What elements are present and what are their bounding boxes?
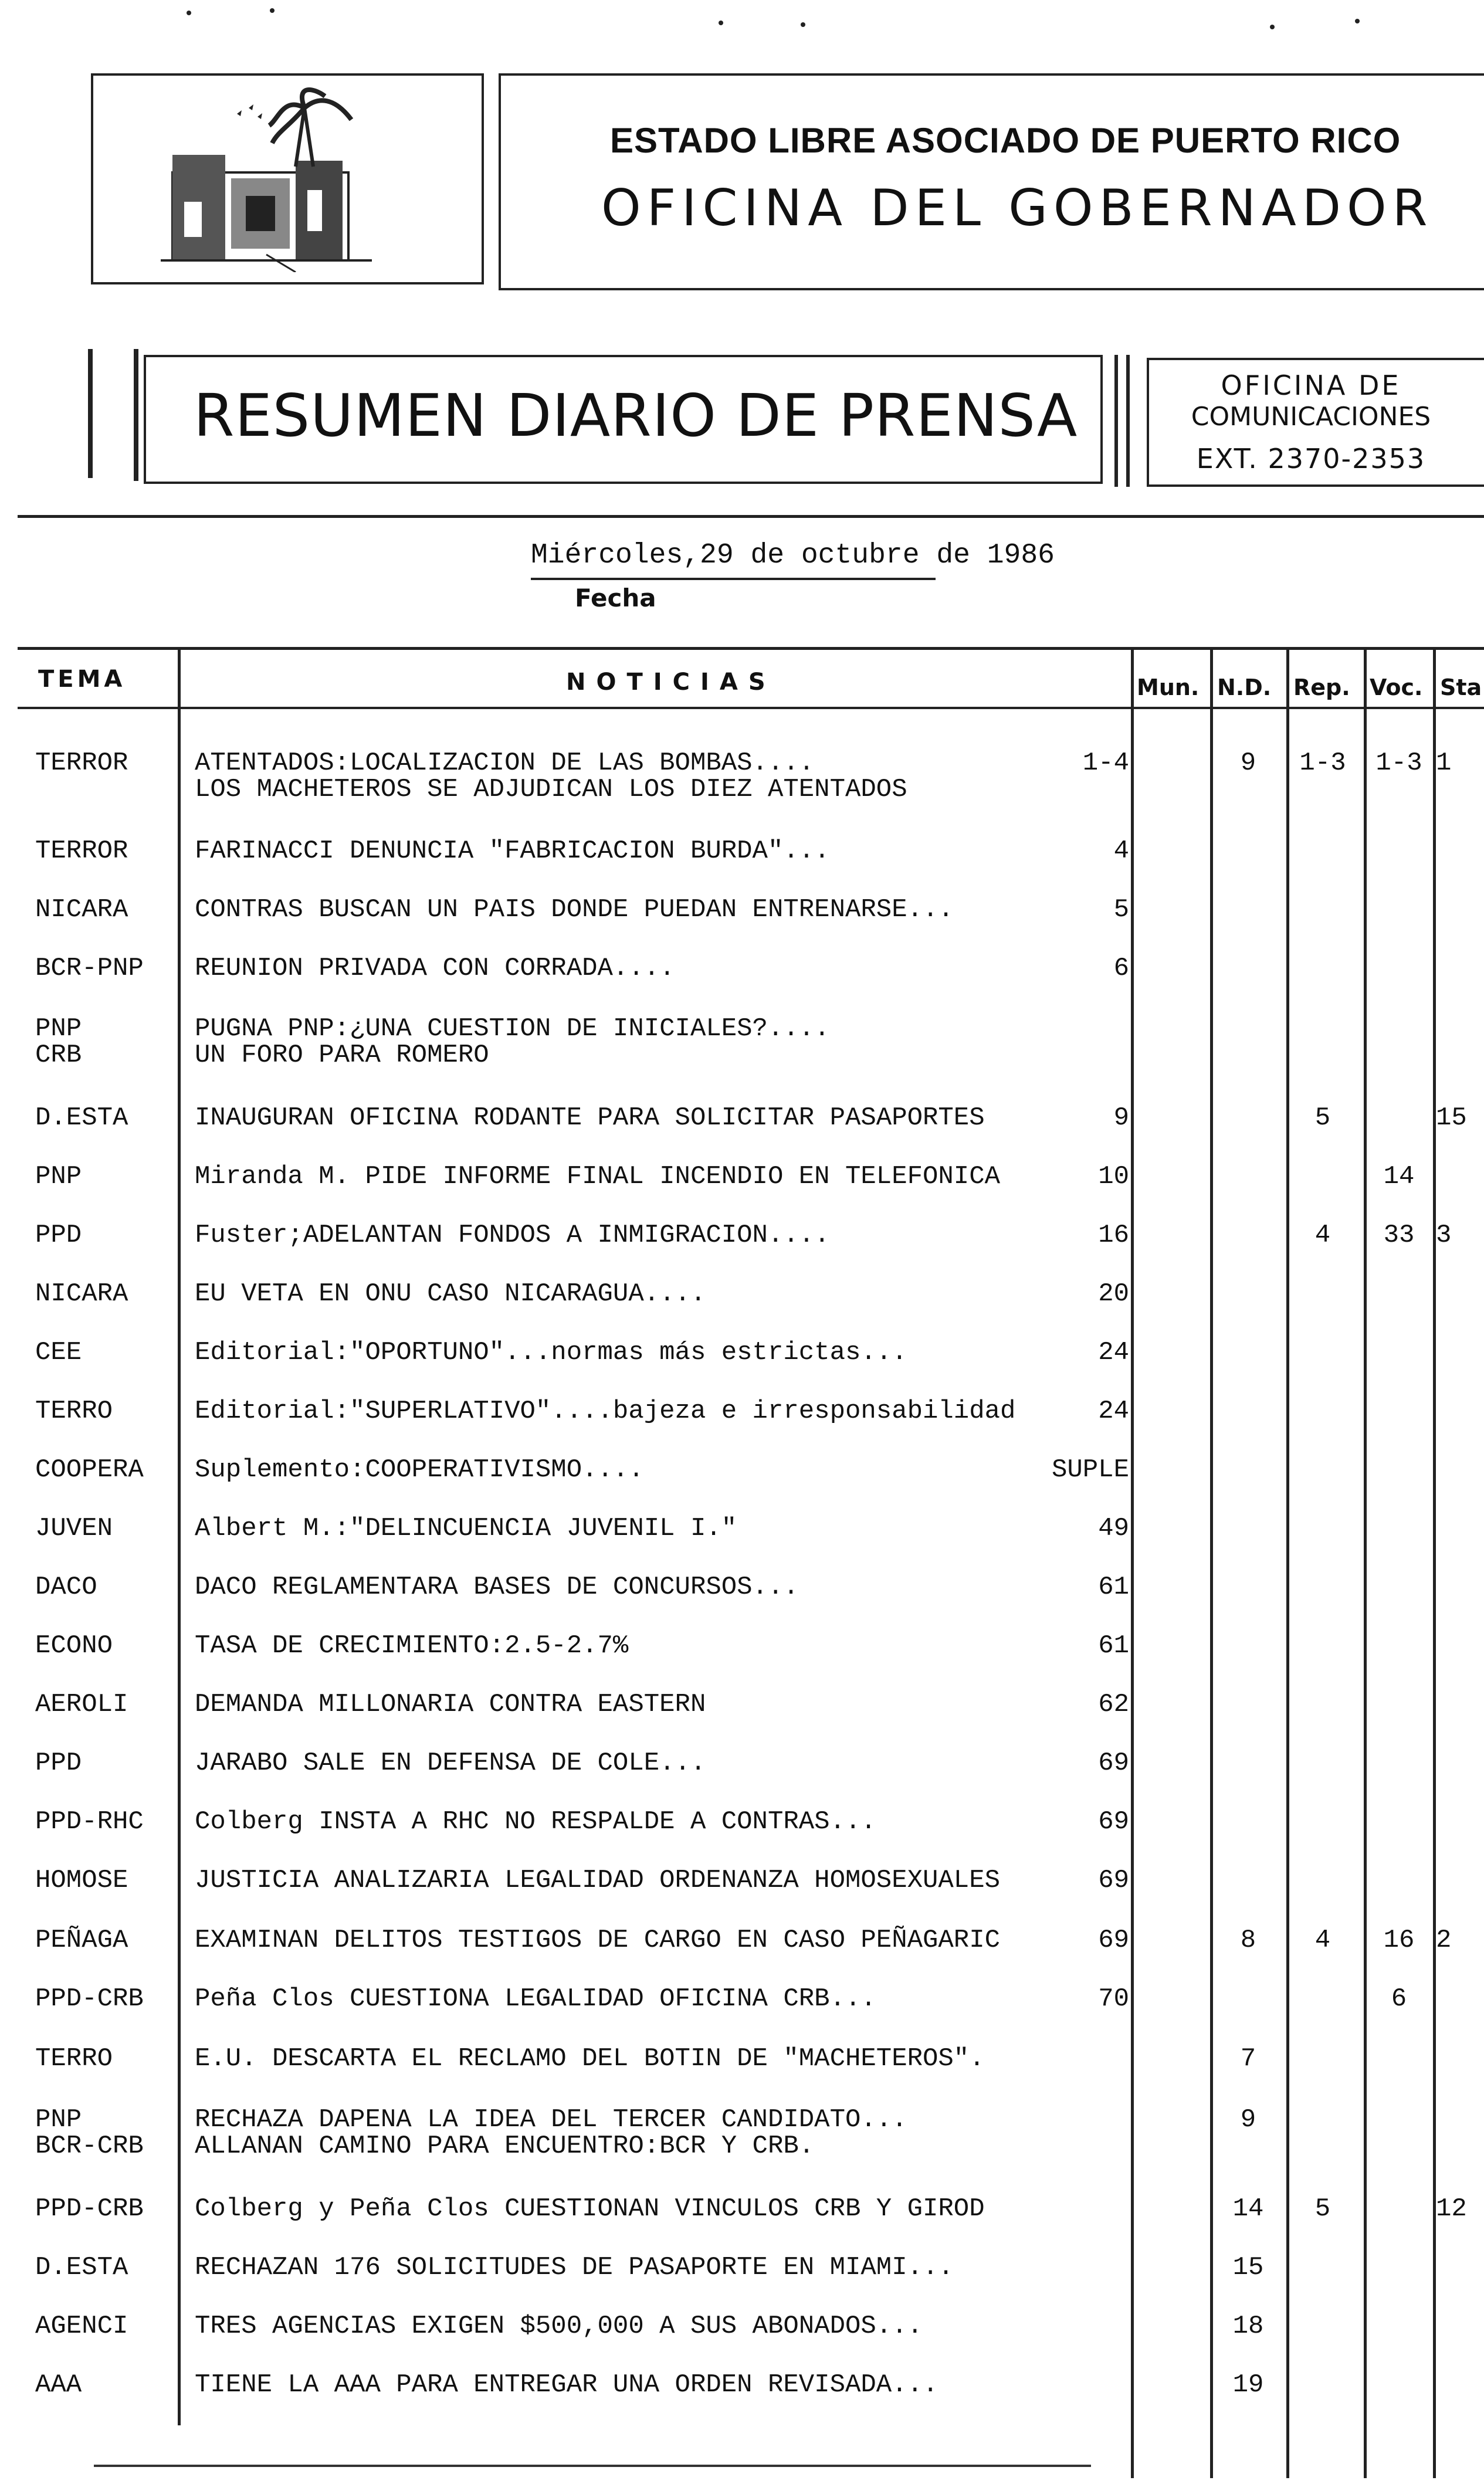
- column-divider: [1364, 648, 1367, 2478]
- row-sta: 1: [1436, 748, 1452, 778]
- row-tema-secondary: CRB: [35, 1041, 82, 1070]
- date-label: Fecha: [575, 584, 656, 612]
- row-noticia: E.U. DESCARTA EL RECLAMO DEL BOTIN DE "MACHETEROS".: [195, 2044, 985, 2073]
- row-sta: 2: [1436, 1926, 1452, 1955]
- row-noticia: CONTRAS BUSCAN UN PAIS DONDE PUEDAN ENTRENARSE...: [195, 895, 954, 924]
- row-noticia: TASA DE CRECIMIENTO:2.5-2.7%: [195, 1631, 629, 1660]
- row-tema: TERROR: [35, 748, 128, 778]
- date-underline: [531, 578, 936, 580]
- row-tema: AGENCI: [35, 2312, 128, 2341]
- row-noticia: FARINACCI DENUNCIA "FABRICACION BURDA"...: [195, 836, 830, 866]
- row-tema: PPD-CRB: [35, 1984, 144, 2014]
- page-title: RESUMEN DIARIO DE PRENSA: [194, 381, 1078, 450]
- row-voc: 33: [1383, 1221, 1415, 1250]
- row-rep: 5: [1314, 1103, 1331, 1133]
- row-tema: PEÑAGA: [35, 1926, 128, 1955]
- row-nd: 9: [1240, 748, 1256, 778]
- row-mun: 61: [1098, 1573, 1129, 1602]
- row-noticia: TRES AGENCIAS EXIGEN $500,000 A SUS ABONADOS...: [195, 2312, 923, 2341]
- row-mun: 62: [1098, 1690, 1129, 1719]
- row-tema: PNP: [35, 2105, 82, 2134]
- row-nd: 14: [1232, 2194, 1264, 2224]
- row-voc: 16: [1383, 1926, 1415, 1955]
- row-mun: SUPLE: [1051, 1455, 1129, 1485]
- row-rep: 4: [1314, 1221, 1331, 1250]
- row-tema: DACO: [35, 1573, 97, 1602]
- row-nd: 9: [1240, 2105, 1256, 2134]
- row-nd: 7: [1240, 2044, 1256, 2073]
- office-line1: OFICINA DE: [1221, 370, 1401, 401]
- header-sta: Sta: [1440, 675, 1482, 700]
- row-noticia: JARABO SALE EN DEFENSA DE COLE...: [195, 1748, 706, 1778]
- decorative-bar: [88, 349, 93, 478]
- decorative-bar: [134, 349, 138, 481]
- row-mun: 1-4: [1082, 748, 1129, 778]
- row-noticia-secondary: LOS MACHETEROS SE ADJUDICAN LOS DIEZ ATENTADOS: [195, 775, 907, 804]
- agency-name: ESTADO LIBRE ASOCIADO DE PUERTO RICO: [610, 121, 1401, 160]
- mansion-logo-icon: [149, 84, 384, 272]
- row-noticia-secondary: UN FORO PARA ROMERO: [195, 1041, 489, 1070]
- row-noticia: TIENE LA AAA PARA ENTREGAR UNA ORDEN REVISADA...: [195, 2370, 938, 2400]
- row-mun: 9: [1113, 1103, 1129, 1133]
- header-rep: Rep.: [1293, 675, 1350, 700]
- row-voc: 1-3: [1375, 748, 1422, 778]
- row-tema: PPD-CRB: [35, 2194, 144, 2224]
- row-rep: 5: [1314, 2194, 1331, 2224]
- row-tema: PNP: [35, 1014, 82, 1043]
- row-tema: AAA: [35, 2370, 82, 2400]
- row-tema: BCR-PNP: [35, 954, 144, 983]
- row-mun: 61: [1098, 1631, 1129, 1660]
- row-tema: CEE: [35, 1338, 82, 1367]
- row-noticia: Editorial:"OPORTUNO"...normas más estrictas...: [195, 1338, 907, 1367]
- row-mun: 69: [1098, 1748, 1129, 1778]
- header-voc: Voc.: [1370, 675, 1423, 700]
- row-noticia: EU VETA EN ONU CASO NICARAGUA....: [195, 1279, 706, 1309]
- row-rep: 1-3: [1299, 748, 1346, 778]
- row-noticia: ATENTADOS:LOCALIZACION DE LAS BOMBAS....: [195, 748, 815, 778]
- row-noticia: JUSTICIA ANALIZARIA LEGALIDAD ORDENANZA HOMOSEXUALES: [195, 1866, 1001, 1895]
- row-tema: JUVEN: [35, 1514, 113, 1543]
- row-nd: 18: [1232, 2312, 1264, 2341]
- row-noticia: Albert M.:"DELINCUENCIA JUVENIL I.": [195, 1514, 737, 1543]
- header-tema: TEMA: [38, 666, 126, 693]
- row-noticia: Fuster;ADELANTAN FONDOS A INMIGRACION....: [195, 1221, 830, 1250]
- row-nd: 19: [1232, 2370, 1264, 2400]
- row-noticia: Suplemento:COOPERATIVISMO....: [195, 1455, 644, 1485]
- row-rep: 4: [1314, 1926, 1331, 1955]
- row-noticia: DEMANDA MILLONARIA CONTRA EASTERN: [195, 1690, 706, 1719]
- row-tema: TERRO: [35, 2044, 113, 2073]
- decorative-bar: [1114, 355, 1118, 487]
- row-mun: 69: [1098, 1807, 1129, 1836]
- row-noticia: PUGNA PNP:¿UNA CUESTION DE INICIALES?....: [195, 1014, 830, 1043]
- office-line2: COMUNICACIONES: [1191, 402, 1431, 432]
- row-nd: 8: [1240, 1926, 1256, 1955]
- row-noticia: Editorial:"SUPERLATIVO"....bajeza e irresponsabilidad: [195, 1397, 1016, 1426]
- row-tema: PPD: [35, 1748, 82, 1778]
- table-bottom-rule: [94, 2465, 1091, 2467]
- row-mun: 5: [1113, 895, 1129, 924]
- header-divider: [18, 515, 1484, 518]
- row-noticia: REUNION PRIVADA CON CORRADA....: [195, 954, 675, 983]
- row-mun: 6: [1113, 954, 1129, 983]
- column-divider: [178, 648, 181, 2425]
- date-value: Miércoles,29 de octubre de 1986: [531, 540, 1055, 571]
- row-tema: D.ESTA: [35, 2253, 128, 2282]
- row-tema: HOMOSE: [35, 1866, 128, 1895]
- row-mun: 69: [1098, 1866, 1129, 1895]
- row-sta: 3: [1436, 1221, 1452, 1250]
- row-tema: NICARA: [35, 1279, 128, 1309]
- table-header-rule: [18, 707, 1484, 709]
- row-sta: 12: [1436, 2194, 1467, 2224]
- row-tema: PPD: [35, 1221, 82, 1250]
- header-noticias: NOTICIAS: [566, 669, 776, 696]
- row-tema: PNP: [35, 1162, 82, 1191]
- row-sta: 15: [1436, 1103, 1467, 1133]
- row-tema: TERROR: [35, 836, 128, 866]
- row-voc: 6: [1391, 1984, 1407, 2014]
- row-noticia-secondary: ALLANAN CAMINO PARA ENCUENTRO:BCR Y CRB.: [195, 2131, 815, 2161]
- row-noticia: INAUGURAN OFICINA RODANTE PARA SOLICITAR PASAPORTES: [195, 1103, 985, 1133]
- row-tema: ECONO: [35, 1631, 113, 1660]
- row-mun: 24: [1098, 1397, 1129, 1426]
- row-mun: 20: [1098, 1279, 1129, 1309]
- row-mun: 4: [1113, 836, 1129, 866]
- row-tema: D.ESTA: [35, 1103, 128, 1133]
- row-mun: 49: [1098, 1514, 1129, 1543]
- row-voc: 14: [1383, 1162, 1415, 1191]
- header-nd: N.D.: [1217, 675, 1272, 700]
- row-mun: 16: [1098, 1221, 1129, 1250]
- row-tema: TERRO: [35, 1397, 113, 1426]
- row-mun: 69: [1098, 1926, 1129, 1955]
- row-tema: AEROLI: [35, 1690, 128, 1719]
- office-name: OFICINA DEL GOBERNADOR: [601, 179, 1434, 238]
- row-nd: 15: [1232, 2253, 1264, 2282]
- row-mun: 70: [1098, 1984, 1129, 2014]
- logo-frame: [91, 73, 484, 284]
- office-extension: EXT. 2370-2353: [1196, 443, 1426, 475]
- row-mun: 10: [1098, 1162, 1129, 1191]
- table-top-rule: [18, 647, 1484, 650]
- row-noticia: EXAMINAN DELITOS TESTIGOS DE CARGO EN CASO PEÑAGARIC: [195, 1926, 1001, 1955]
- row-noticia: Colberg y Peña Clos CUESTIONAN VINCULOS CRB Y GIROD: [195, 2194, 985, 2224]
- row-noticia: RECHAZAN 176 SOLICITUDES DE PASAPORTE EN MIAMI...: [195, 2253, 954, 2282]
- row-noticia: DACO REGLAMENTARA BASES DE CONCURSOS...: [195, 1573, 799, 1602]
- row-noticia: Colberg INSTA A RHC NO RESPALDE A CONTRAS...: [195, 1807, 876, 1836]
- header-mun: Mun.: [1137, 675, 1200, 700]
- row-tema-secondary: BCR-CRB: [35, 2131, 144, 2161]
- row-noticia: Peña Clos CUESTIONA LEGALIDAD OFICINA CRB...: [195, 1984, 876, 2014]
- column-divider: [1131, 648, 1134, 2478]
- row-mun: 24: [1098, 1338, 1129, 1367]
- row-tema: NICARA: [35, 895, 128, 924]
- row-noticia: Miranda M. PIDE INFORME FINAL INCENDIO EN TELEFONICA: [195, 1162, 1001, 1191]
- row-tema: PPD-RHC: [35, 1807, 144, 1836]
- row-noticia: RECHAZA DAPENA LA IDEA DEL TERCER CANDIDATO...: [195, 2105, 907, 2134]
- row-tema: COOPERA: [35, 1455, 144, 1485]
- decorative-bar: [1126, 355, 1130, 487]
